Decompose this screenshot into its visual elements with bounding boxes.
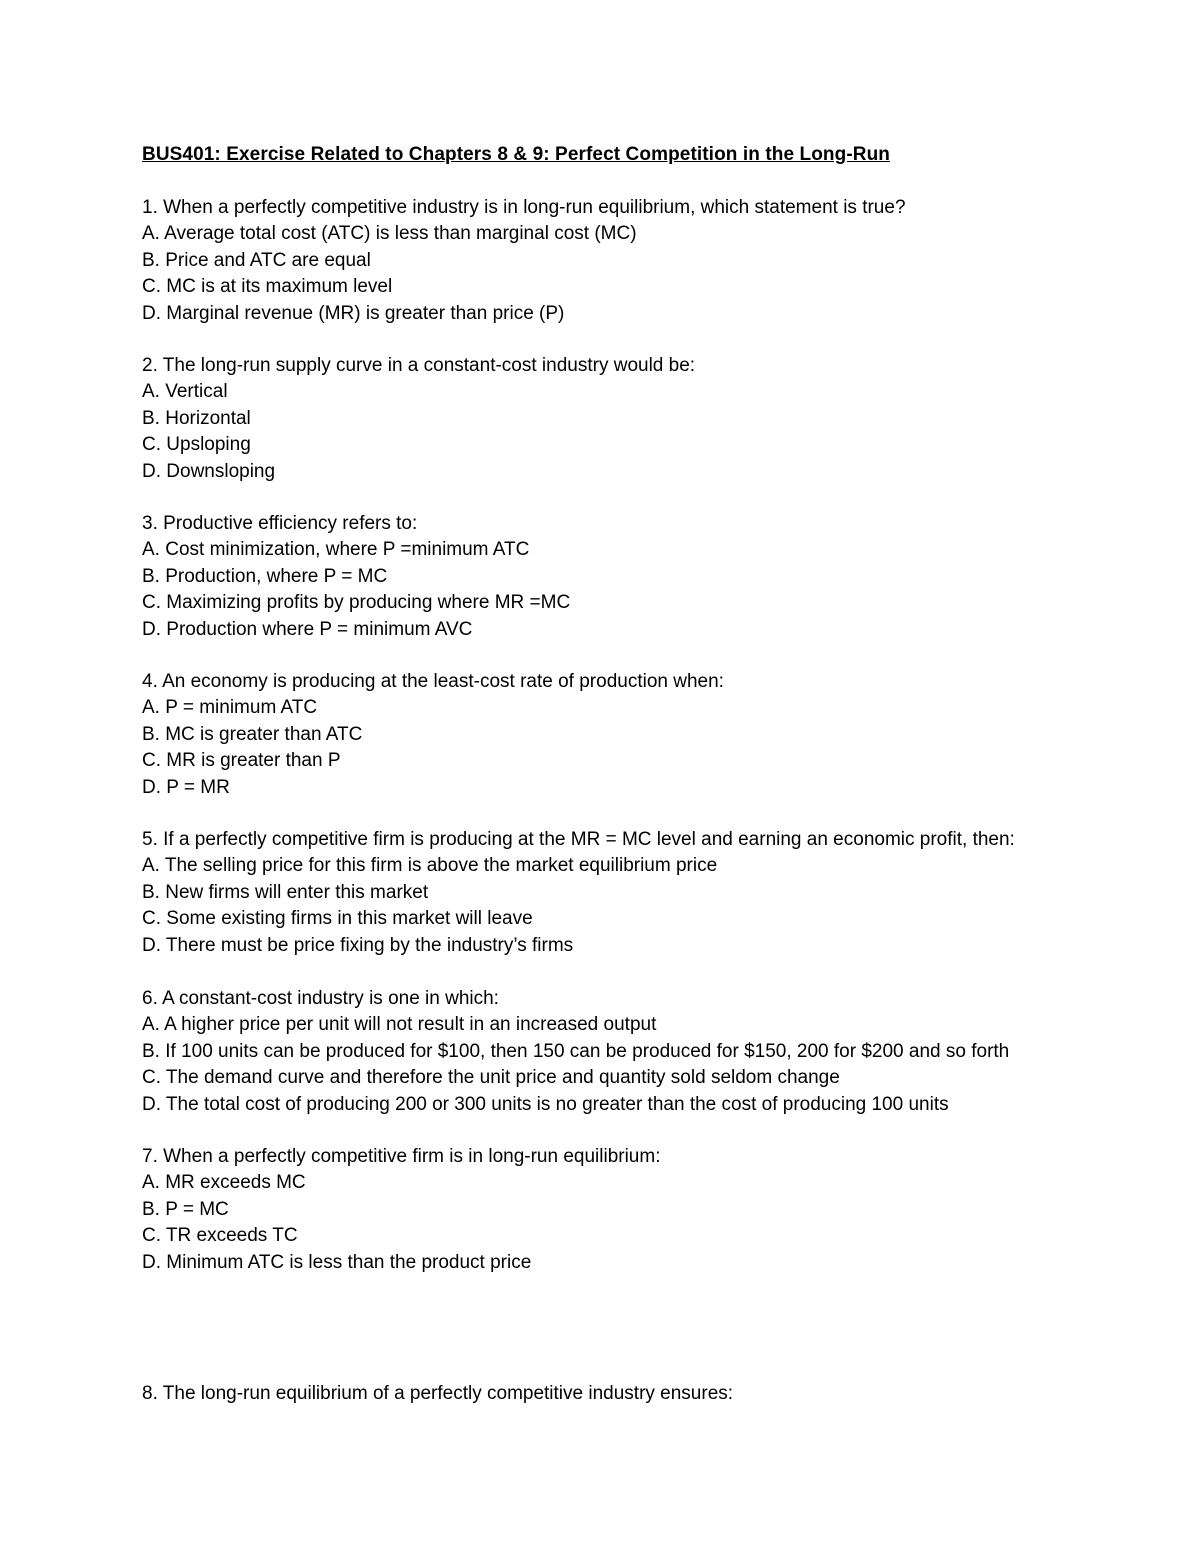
question-stem: 1. When a perfectly competitive industry is in long-run equilibrium, which statement is true? — [142, 197, 906, 218]
answer-option-a: A. A higher price per unit will not result in an increased output — [142, 1014, 657, 1036]
answer-option-c: C. MR is greater than P — [142, 750, 341, 772]
answer-option-b: B. Horizontal — [142, 407, 251, 429]
question-stem: 5. If a perfectly competitive firm is producing at the MR = MC level and earning an economic profit, then: — [142, 829, 1015, 850]
question-3 — [142, 511, 1162, 643]
answer-option-d: D. Marginal revenue (MR) is greater than price (P) — [142, 302, 565, 324]
answer-option-a: A. The selling price for this firm is above the market equilibrium price — [142, 855, 718, 877]
answer-option-a: A. Vertical — [142, 381, 228, 403]
question-stem: 2. The long-run supply curve in a constant-cost industry would be: — [142, 355, 696, 376]
answer-option-d: D. There must be price fixing by the industry’s firms — [142, 934, 574, 956]
answer-option-a: A. P = minimum ATC — [142, 697, 318, 719]
answer-option-c: C. Upsloping — [142, 434, 251, 456]
answer-option-c: C. Maximizing profits by producing where MR =MC — [142, 592, 571, 614]
answer-option-b: B. P = MC — [142, 1198, 229, 1220]
question-5 — [142, 827, 1162, 959]
answer-option-c: C. TR exceeds TC — [142, 1225, 298, 1247]
answer-option-a: A. MR exceeds MC — [142, 1172, 306, 1194]
answer-option-c: C. The demand curve and therefore the unit price and quantity sold seldom change — [142, 1067, 840, 1089]
question-stem: 4. An economy is producing at the least-cost rate of production when: — [142, 671, 724, 692]
question-4 — [142, 669, 1162, 801]
document-title: BUS401: Exercise Related to Chapters 8 & 9: Perfect Competition in the Long-Run — [142, 144, 890, 165]
answer-option-d: D. Downsloping — [142, 460, 276, 482]
answer-option-b: B. New firms will enter this market — [142, 881, 429, 903]
question-stem: 7. When a perfectly competitive firm is in long-run equilibrium: — [142, 1146, 661, 1167]
answer-option-c: C. MC is at its maximum level — [142, 276, 393, 298]
answer-option-c: C. Some existing firms in this market will leave — [142, 908, 533, 930]
answer-option-d: D. Minimum ATC is less than the product price — [142, 1251, 532, 1273]
answer-option-a: A. Average total cost (ATC) is less than marginal cost (MC) — [142, 223, 637, 245]
question-7 — [142, 1144, 1162, 1276]
question-2 — [142, 353, 1162, 485]
question-1 — [142, 195, 1162, 327]
question-stem: 6. A constant-cost industry is one in which: — [142, 988, 499, 1009]
answer-option-d: D. P = MR — [142, 776, 230, 798]
question-stem: 3. Productive efficiency refers to: — [142, 513, 418, 534]
question-stem: 8. The long-run equilibrium of a perfectly competitive industry ensures: — [142, 1383, 734, 1404]
question-6 — [142, 986, 1162, 1118]
answer-option-b: B. Production, where P = MC — [142, 565, 388, 587]
answer-option-b: B. MC is greater than ATC — [142, 723, 363, 745]
answer-option-b: B. If 100 units can be produced for $100, then 150 can be produced for $150, 200 for $200 and so forth — [142, 1040, 1010, 1062]
answer-option-a: A. Cost minimization, where P =minimum ATC — [142, 539, 530, 561]
question-8 — [142, 1381, 1162, 1407]
answer-option-d: D. Production where P = minimum AVC — [142, 618, 473, 640]
answer-option-d: D. The total cost of producing 200 or 300 units is no greater than the cost of producing 100 units — [142, 1093, 949, 1115]
answer-option-b: B. Price and ATC are equal — [142, 249, 371, 271]
